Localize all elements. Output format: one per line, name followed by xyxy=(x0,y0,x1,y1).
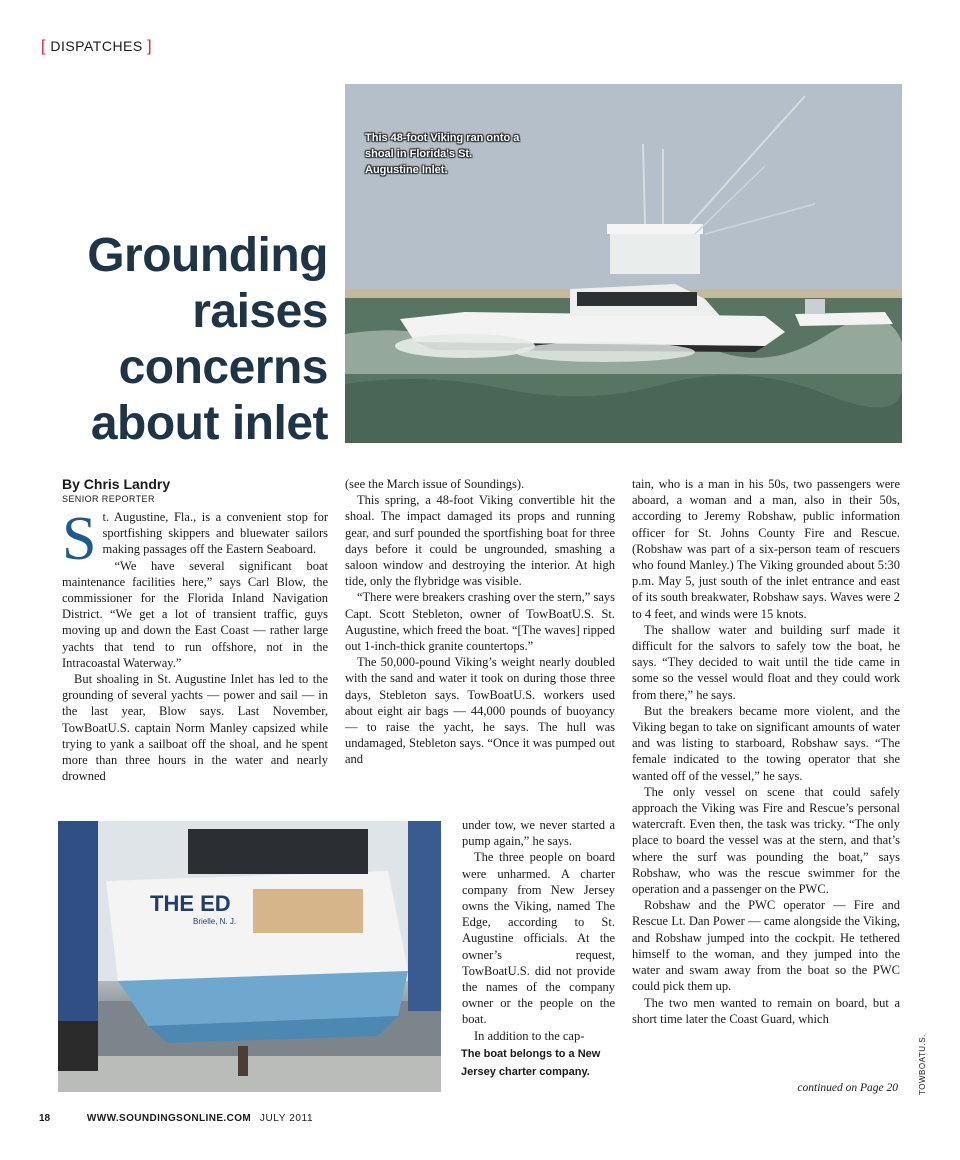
paragraph: The three people on board were unharmed. A charter company from New Jersey owns the Viking, named The Edge, according to St. Augustine officials. At the owner’s request, TowBoatU.S. did not provide the names of the company owner or the people on the boat. xyxy=(462,850,615,1027)
section-tag xyxy=(41,38,152,56)
page-number: 18 xyxy=(39,1113,51,1124)
transom-name: THE ED xyxy=(150,891,231,916)
column-2-continued xyxy=(462,817,615,1044)
paragraph: But shoaling in St. Augustine Inlet has led to the grounding of several yachts — power and sail — in the last year, Blow says. Last November, TowBoatU.S. captain Norm Manley capsized while trying to yank a sailboat off the shoal, and he spent more than three hours in the water and nearly drowned xyxy=(62,672,328,784)
paragraph: But the breakers became more violent, and the Viking began to take on significant amounts of water and was listing to starboard, Robshaw says. “The female indicated to the towing operator that she wanted off of the vessel,” he says. xyxy=(632,703,900,783)
section-bracket-close: ] xyxy=(147,38,153,55)
headline-line: about inlet xyxy=(90,397,328,450)
photo-credit: TOWBOATU.S. xyxy=(918,1034,927,1095)
bottom-photo xyxy=(58,821,441,1092)
section-bracket-open: [ xyxy=(41,38,46,55)
paragraph: The 50,000-pound Viking’s weight nearly doubled with the sand and water it took on during those three days, Stebleton says. TowBoatU.S. workers used about eight air bags — 44,000 pounds of buoyancy — to raise the yacht, he says. The hull was undamaged, Stebleton says. “Once it was pumped out and xyxy=(345,655,615,767)
paragraph-text: t. Augustine, Fla., is a convenient stop for sportfishing skippers and bluewater sailors making passages off the Eastern Seaboard. xyxy=(102,510,328,557)
issue-date: JULY 2011 xyxy=(259,1113,314,1124)
section-label: DISPATCHES xyxy=(50,38,143,54)
paragraph: The two men wanted to remain on board, but a short time later the Coast Guard, which xyxy=(632,995,900,1026)
website-link[interactable]: WWW.SOUNDINGSONLINE.COM xyxy=(86,1113,252,1124)
byline-role: SENIOR REPORTER xyxy=(62,494,155,504)
paragraph: “There were breakers crashing over the stern,” says Capt. Scott Stebleton, owner of TowBoatU.S. St. Augustine, which freed the boat. “[The waves] ripped out 1-inch-thick granite countertops.” xyxy=(345,590,615,654)
page-footer xyxy=(39,1113,313,1124)
headline xyxy=(40,228,328,452)
paragraph: The shallow water and building surf made it difficult for the salvors to safely tow the boat, he says. “They decided to wait until the tide came in some so the vessel would float and they could work from there,” he says. xyxy=(632,622,900,702)
headline-line: Grounding xyxy=(87,229,328,282)
paragraph: In addition to the cap- xyxy=(474,1028,585,1043)
paragraph: under tow, we never started a pump again,” he says. xyxy=(462,818,615,849)
paragraph: The only vessel on scene that could safely approach the Viking was Fire and Rescue’s personal watercraft. Even then, the task was tricky. “The only place to board the vessel was at the stern, and that’s where the surf was pounding the boat,” says Robshaw, who was the rescue swimmer for the operation and a passenger on the PWC. xyxy=(632,784,900,897)
photo-caption: The boat belongs to a New Jersey charter company. xyxy=(461,1048,601,1078)
boat-on-lift-image xyxy=(58,821,441,1092)
paragraph: (see the March issue of Soundings). xyxy=(345,477,525,491)
column-3 xyxy=(632,476,900,1027)
continued-note: continued on Page 20 xyxy=(797,1082,898,1094)
paragraph xyxy=(62,505,328,573)
paragraph: Robshaw and the PWC operator — Fire and Rescue Lt. Dan Power — came alongside the Viking, and Robshaw jumped into the cockpit. He tethered himself to the woman, and they jumped into the water and swam away from the boat so the PWC could pick them up. xyxy=(632,898,900,994)
headline-line: concerns xyxy=(118,341,328,394)
byline-author: By Chris Landry xyxy=(62,476,171,492)
paragraph: This spring, a 48-foot Viking convertible hit the shoal. The impact damaged its props and running gear, and surf pounded the sportfishing boat for three days before it could be ungrounded, smashing a saloon window and destroying the interior. At high tide, only the flybridge was visible. xyxy=(345,493,615,589)
column-1 xyxy=(62,505,328,784)
photo-caption: This 48-foot Viking ran onto a shoal in Florida's St. Augustine Inlet. xyxy=(365,132,520,176)
column-2 xyxy=(345,476,615,768)
headline-line: raises xyxy=(192,285,328,338)
paragraph: “We have several significant boat maintenance facilities here,” says Carl Blow, the commissioner for the Florida Inland Navigation District. “We get a lot of transient traffic, guys moving up and down the East Coast — rather large yachts that tend to run offshore, not in the Intracoastal Waterway.” xyxy=(62,558,328,670)
drop-cap: S xyxy=(62,505,97,573)
hailing-port: Brielle, N. J. xyxy=(193,917,237,926)
paragraph: tain, who is a man in his 50s, two passengers were aboard, a woman and a man, also in their 50s, according to Jeremy Robshaw, public information officer for St. Johns County Fire and Rescue. (Robshaw was part of a six-person team of rescuers who found Manley.) The Viking grounded about 5:30 p.m. May 5, just south of the inlet entrance and east of its south breakwater, Robshaw says. Waves were 2 to 4 feet, and winds were 15 knots. xyxy=(632,477,900,621)
